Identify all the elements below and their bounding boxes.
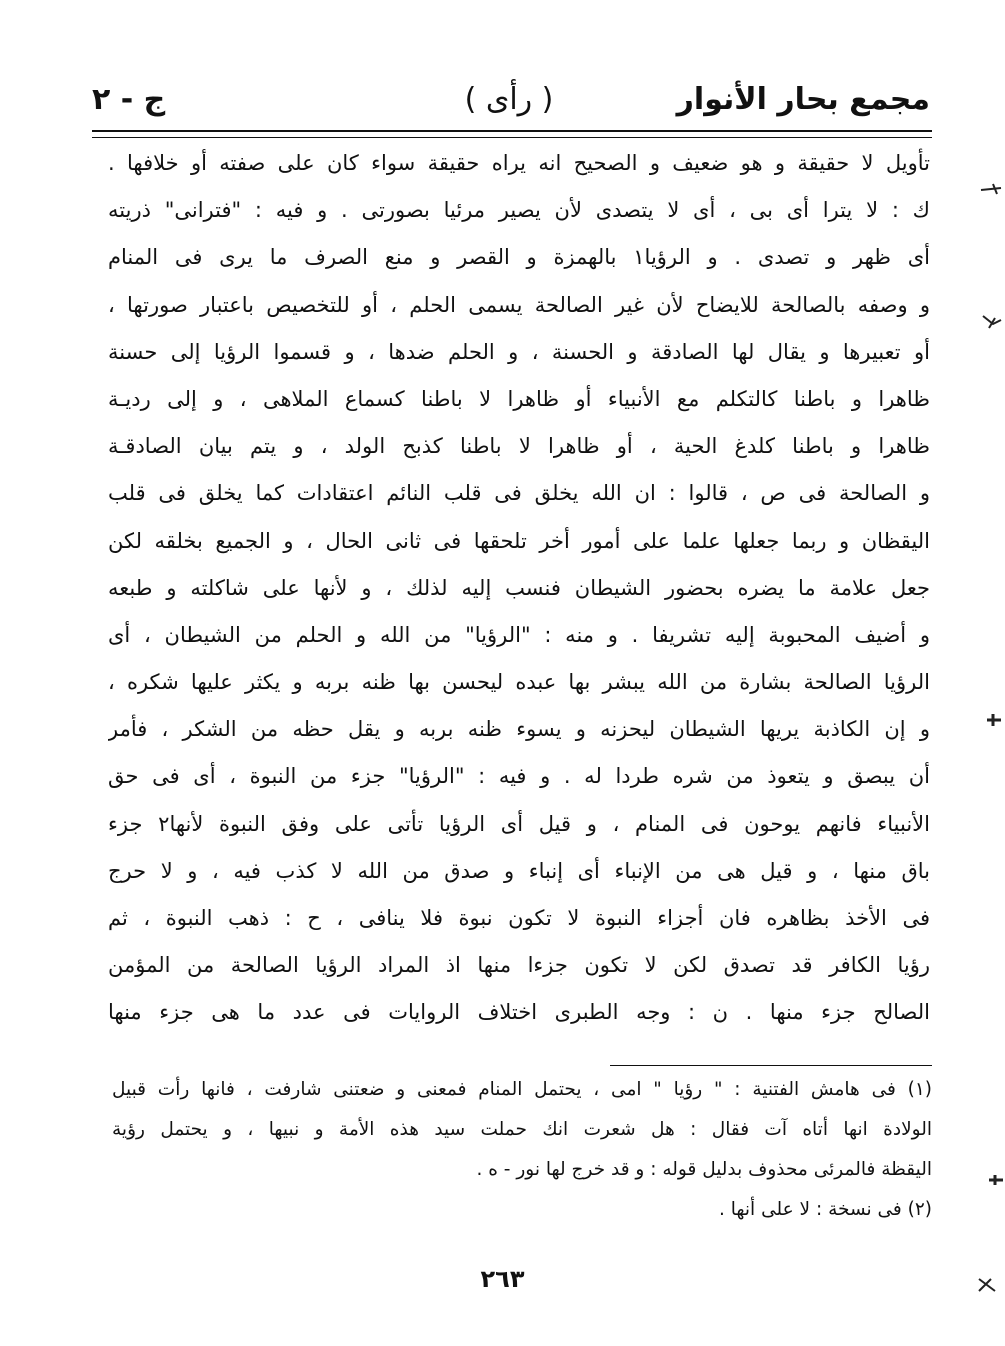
text-line: أن يبصق و يتعوذ من شره طردا له . و فيه : "الرؤيا" جزء من النبوة ، أى فى حق [108,764,930,789]
text-line: باق منها ، و قيل هى من الإنباء أى إنباء و صدق من الله لا كذب فيه ، و لا حرج [108,858,930,883]
header-rule [92,130,932,132]
text-line: و إن الكاذبة يريها الشيطان ليحزنه و يسوء ظنه بربه و يقل حظه من الشكر ، فأمر [108,717,930,742]
margin-mark-icon [979,312,1003,332]
margin-mark-icon [981,710,1005,730]
text-line: رؤيا الكافر قد تصدق لكن لا تكون جزءا منها اذ المراد الرؤيا الصالحة من المؤمن [108,953,930,978]
text-line: و الصالحة فى ص ، قالوا : ان الله يخلق فى قلب النائم اعتقادات كما يخلق فى قلب [108,481,930,506]
page-number: ٢٦٣ [480,1265,525,1293]
text-line: ظاهرا و باطنا كالتكلم مع الأنبياء أو ظاهرا لا باطنا كسماع الملاهى ، و إلى رديـة [108,386,930,411]
main-text [108,140,930,1037]
text-line: ظاهرا و باطنا كلدغ الحية ، أو ظاهرا لا باطنا كذبح الولد ، و يتم بيان الصادقـة [108,434,930,459]
text-line: و وصفه بالصالحة للايضاح لأن غير الصالحة يسمى الحلم ، أو للتخصيص باعتبار صورتها ، [108,292,930,317]
header-rule-thin [92,137,932,138]
text-line: أو تعبيرها و يقال لها الصادقة و الحسنة ، و الحلم ضدها ، و قسموا الرؤيا إلى حسنة [108,339,930,364]
margin-mark-icon [975,1275,999,1295]
text-line: تأويل لا حقيقة و هو ضعيف و الصحيح انه يراه حقيقة سواء كان على صفته أو خلافها . [108,151,930,175]
text-line: أى ظهر و تصدى . و الرؤيا١ بالهمزة و القصر و منع الصرف ما يرى فى المنام [108,245,930,270]
text-line: و أضيف المحبوبة إليه تشريفا . و منه : "الرؤيا" من الله و الحلم من الشيطان ، أى [108,622,930,647]
margin-mark-icon [981,1170,1005,1190]
margin-mark-icon [979,180,1003,200]
text-line: الأنبياء فانهم يوحون فى المنام ، و قيل أى الرؤيا تأتى على وفق النبوة لأنها٢ جزء [108,811,930,836]
footnote-line: الولادة انها أتاه آت فقال : هل شعرت انك حملت سيد هذه الأمة و نبيها ، و يحتمل رؤية [112,1119,932,1140]
footnote-rule [610,1065,932,1066]
footnote-line: (١) فى هامش الفتنية : " رؤيا " امى ، يحتمل المنام فمعنى و ضعتنى شارفت ، فانها رأت قبيل [112,1079,932,1100]
text-line: الرؤيا الصالحة بشارة من الله يبشر بها عبده ليحسن بها ظنه بربه و يكثر عليها شكره ، [108,670,930,695]
volume-label: ج - ٢ [92,82,166,117]
text-line: فى الأخذ بظاهره فان أجزاء النبوة لا تكون نبوة فلا ينافى ، ح : ذهب النبوة ، ثم [108,906,930,930]
footnotes [112,1070,932,1230]
text-line: الصالح جزء منها . ن : وجه الطبرى اختلاف الروايات فى عدد ما هى جزء منها [108,1000,930,1025]
entry-root: ( رأى ) [464,82,554,117]
text-line: ك : لا يترا أى بى ، أى لا يتصدى لأن يصير مرئيا بصورتى . و فيه : "فترانى" ذريته [108,198,930,223]
text-line: اليقظان و ربما جعلها علما على أمور أخر تلحقها فى ثانى الحال ، و الجميع بخلقه لكن [108,528,930,553]
footnote-line: اليقظة فالمرئى محذوف بدليل قوله : و قد خرج لها نور - ه . [476,1159,932,1180]
book-title: مجمع بحار الأنوار [676,82,930,117]
footnote-line: (٢) فى نسخة : لا على أنها . [718,1199,932,1220]
text-line: جعل علامة ما يضره بحضور الشيطان فنسب إليه لذلك ، و لأنها على شاكلته و طبعه [108,575,930,600]
running-header [88,82,930,126]
